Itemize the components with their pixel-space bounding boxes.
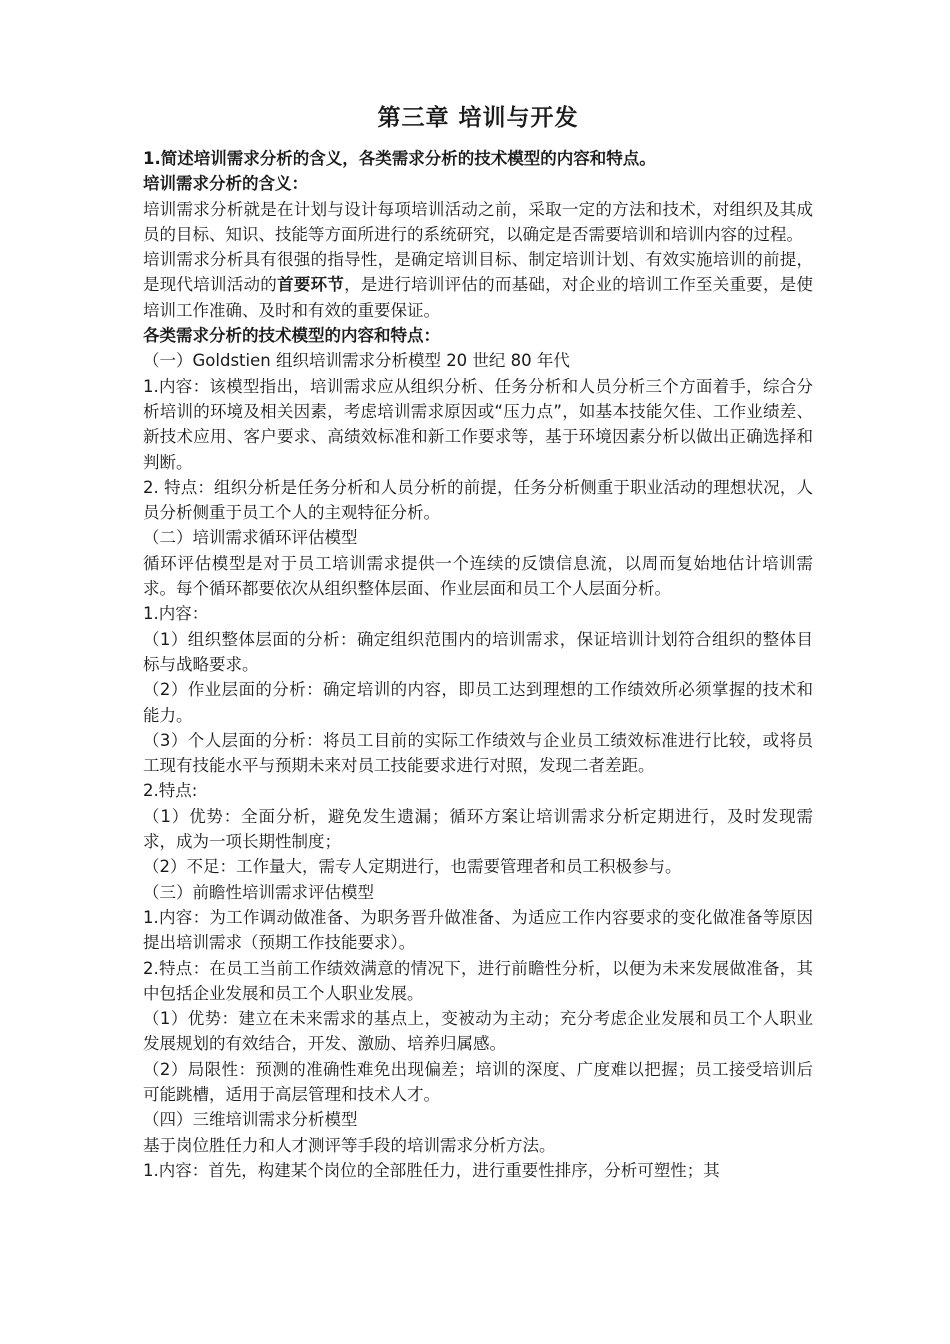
paragraph-definition: 培训需求分析就是在计划与设计每项培训活动之前，采取一定的方法和技术，对组织及其成员的目标、知识、技能等方面所进行的系统研究，以确定是否需要培训和培训内容的过程。 <box>143 199 813 244</box>
paragraph: 基于岗位胜任力和人才测评等手段的培训需求分析方法。 <box>143 1135 556 1155</box>
model-heading-3: （三）前瞻性培训需求评估模型 <box>143 882 374 902</box>
paragraph: 1.内容： <box>143 604 209 624</box>
section-heading-definition: 培训需求分析的含义： <box>143 174 308 194</box>
chapter-title: 第三章 培训与开发 <box>377 105 579 131</box>
paragraph: （2）作业层面的分析：确定培训的内容，即员工达到理想的工作绩效所必须掌握的技术和能力。 <box>143 680 813 725</box>
text-run: ，是进行培训评估的而基础，对企业的培训工作至关重要，是使培训工作准确、及时和有效的重要保证。 <box>143 275 814 320</box>
paragraph: （2）不足：工作量大，需专人定期进行，也需要管理者和员工积极参与。 <box>143 857 682 877</box>
paragraph-importance <box>143 247 813 323</box>
text-run: 培训需求分析具有很强的指导性，是确定培训目标、制定培训计划、有效实施培训的前提，是现代培训活动的 <box>143 250 813 295</box>
paragraph: （3）个人层面的分析：将员工目前的实际工作绩效与企业员工绩效标准进行比较，或将员工现有技能水平与预期未来对员工技能要求进行对照，发现二者差距。 <box>143 730 813 776</box>
emphasis-text: 首要环节 <box>277 275 345 295</box>
paragraph: 循环评估模型是对于员工培训需求提供一个连续的反馈信息流，以周而复始地估计培训需求。每个循环都要依次从组织整体层面、作业层面和员工个人层面分析。 <box>143 553 813 599</box>
paragraph: （2）局限性：预测的准确性难免出现偏差；培训的深度、广度难以把握；员工接受培训后可能跳槽，适用于高层管理和技术人才。 <box>143 1059 813 1104</box>
paragraph: 2.特点: <box>143 781 198 801</box>
model-heading-2: （二）培训需求循环评估模型 <box>143 528 358 548</box>
paragraph: 2. 特点：组织分析是任务分析和人员分析的前提，任务分析侧重于职业活动的理想状况，人员分析侧重于员工个人的主观特征分析。 <box>143 477 813 523</box>
paragraph: 1.内容：该模型指出，培训需求应从组织分析、任务分析和人员分析三个方面着手，综合分析培训的环境及相关因素，考虑培训需求原因或“压力点”，如基本技能欠佳、工作业绩差、新技术应用、客户要求、高绩效标准和新工作要求等，基于环境因素分析以做出正确选择和判断。 <box>143 376 813 472</box>
paragraph: 1.内容：首先，构建某个岗位的全部胜任力，进行重要性排序，分析可塑性；其 <box>143 1160 720 1180</box>
paragraph: 2.特点：在员工当前工作绩效满意的情况下，进行前瞻性分析，以便为未来发展做准备，其中包括企业发展和员工个人职业发展。 <box>143 958 813 1003</box>
paragraph: 1.内容：为工作调动做准备、为职务晋升做准备、为适应工作内容要求的变化做准备等原因提出培训需求（预期工作技能要求）。 <box>143 907 813 953</box>
document-page <box>143 100 813 1183</box>
paragraph: （1）组织整体层面的分析：确定组织范围内的培训需求，保证培训计划符合组织的整体目标与战略要求。 <box>143 629 813 674</box>
paragraph: （1）优势：全面分析，避免发生遗漏；循环方案让培训需求分析定期进行，及时发现需求，成为一项长期性制度； <box>143 806 813 852</box>
question-heading: 1.简述培训需求分析的含义，各类需求分析的技术模型的内容和特点。 <box>143 149 656 168</box>
paragraph: （1）优势：建立在未来需求的基点上，变被动为主动；充分考虑企业发展和员工个人职业发展规划的有效结合，开发、激励、培养归属感。 <box>143 1009 813 1054</box>
section-heading-models: 各类需求分析的技术模型的内容和特点： <box>143 326 440 346</box>
model-heading-1: （一）Goldstien 组织培训需求分析模型 20 世纪 80 年代 <box>143 351 570 371</box>
model-heading-4: （四）三维培训需求分析模型 <box>143 1110 358 1130</box>
